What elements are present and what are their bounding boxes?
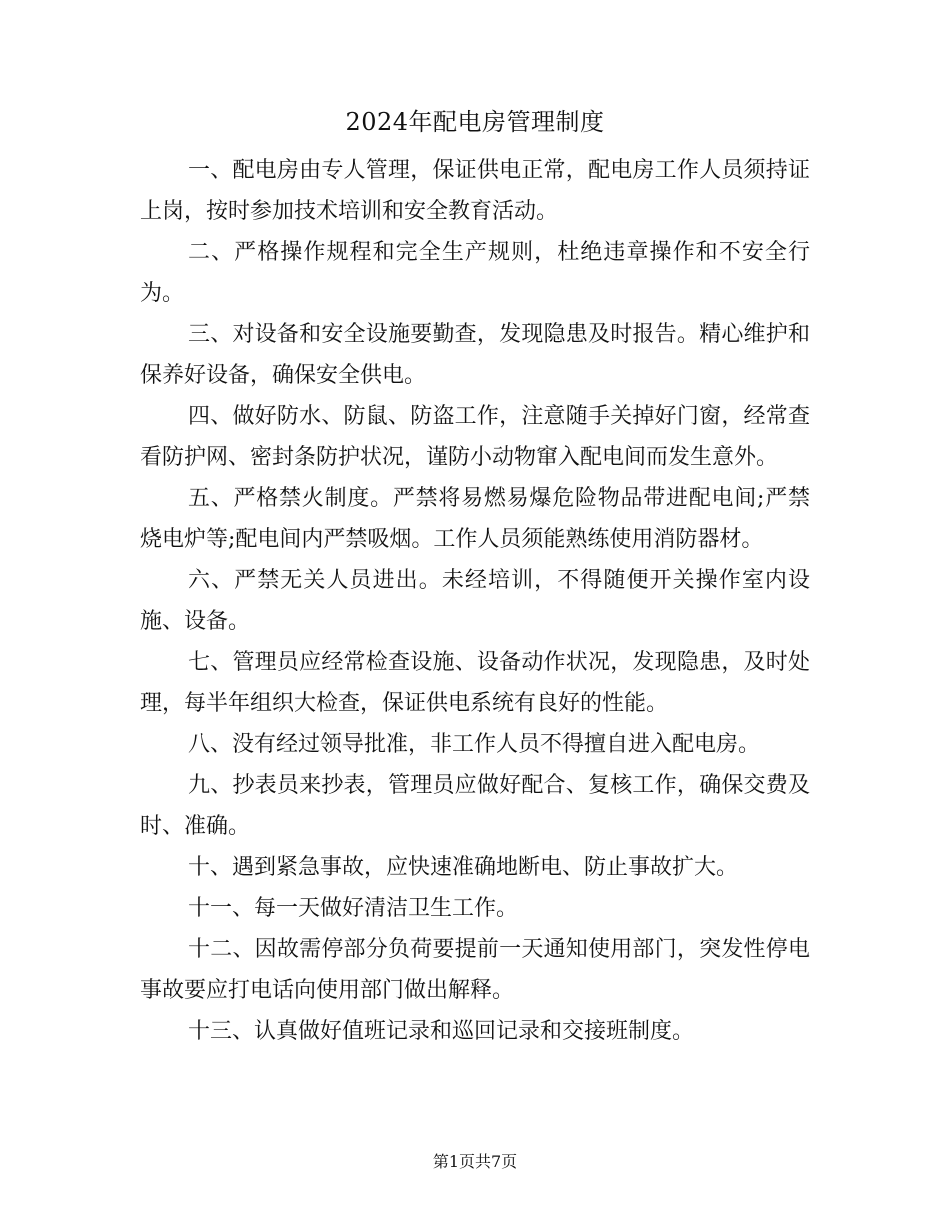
- paragraph: 八、没有经过领导批准，非工作人员不得擅自进入配电房。: [188, 732, 761, 757]
- paragraph: 五、严格禁火制度。严禁将易燃易爆危险物品带进配电间;严禁烧电炉等;配电间内严禁吸烟。工作人员须能熟练使用消防器材。: [140, 486, 810, 552]
- paragraph: 一、配电房由专人管理，保证供电正常，配电房工作人员须持证上岗，按时参加技术培训和安全教育活动。: [140, 158, 810, 224]
- paragraph: 六、严禁无关人员进出。未经培训，不得随便开关操作室内设施、设备。: [140, 568, 810, 634]
- document-title: 2024年配电房管理制度: [345, 108, 605, 136]
- document-body: [140, 150, 810, 1052]
- paragraph: 二、严格操作规程和完全生产规则，杜绝违章操作和不安全行为。: [140, 240, 810, 306]
- paragraph: 七、管理员应经常检查设施、设备动作状况，发现隐患，及时处理，每半年组织大检查，保证供电系统有良好的性能。: [140, 650, 810, 716]
- paragraph: 三、对设备和安全设施要勤查，发现隐患及时报告。精心维护和保养好设备，确保安全供电。: [140, 322, 810, 388]
- page-number: 第1页共7页: [432, 1152, 518, 1171]
- paragraph: 九、抄表员来抄表，管理员应做好配合、复核工作，确保交费及时、准确。: [140, 773, 810, 839]
- paragraph: 四、做好防水、防鼠、防盗工作，注意随手关掉好门窗，经常查看防护网、密封条防护状况，谨防小动物窜入配电间而发生意外。: [140, 404, 810, 470]
- paragraph: 十三、认真做好值班记录和巡回记录和交接班制度。: [188, 1019, 695, 1044]
- paragraph: 十二、因故需停部分负荷要提前一天通知使用部门，突发性停电事故要应打电话向使用部门做出解释。: [140, 937, 810, 1003]
- paragraph: 十、遇到紧急事故，应快速准确地断电、防止事故扩大。: [188, 855, 739, 880]
- paragraph: 十一、每一天做好清洁卫生工作。: [188, 896, 519, 921]
